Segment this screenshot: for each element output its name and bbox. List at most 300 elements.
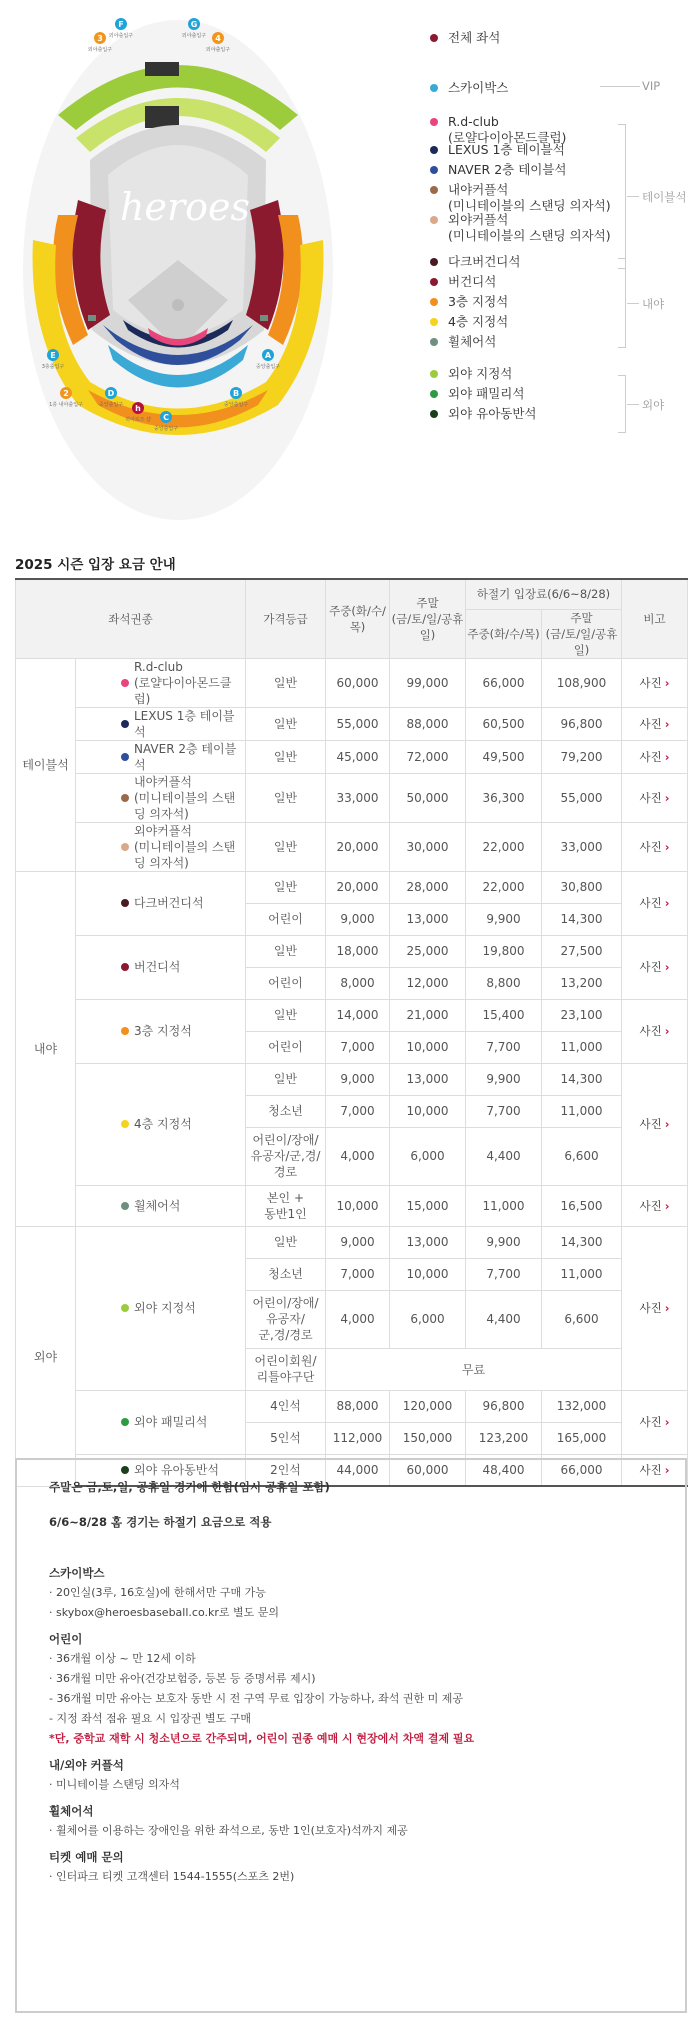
chevron-right-icon: › xyxy=(664,960,670,974)
legend-color-dot xyxy=(430,410,438,418)
legend-label: 4층 지정석 xyxy=(448,314,509,329)
summer-weekend-price: 6,600 xyxy=(542,1290,622,1348)
table-row xyxy=(16,999,688,1031)
gate-label: 외야출입구 xyxy=(205,47,231,53)
summer-weekend-price: 33,000 xyxy=(542,822,622,871)
summer-weekend-price: 23,100 xyxy=(542,999,622,1031)
seat-color-dot xyxy=(121,843,129,851)
weekday-price: 9,000 xyxy=(326,1226,390,1258)
seat-name: 외야 지정석 xyxy=(134,1301,196,1315)
summer-weekend-price: 16,500 xyxy=(542,1185,622,1226)
note-child-2: · 36개월 미만 유아(건강보험증, 등본 등 증명서류 제시) xyxy=(49,1672,316,1685)
note-skybox-1: · 20인실(3루, 16호실)에 한해서만 구매 가능 xyxy=(49,1586,266,1599)
weekday-price: 8,000 xyxy=(326,967,390,999)
grade-cell: 청소년 xyxy=(246,1095,326,1127)
photo-link[interactable] xyxy=(622,1063,688,1185)
photo-label: 사진 xyxy=(639,1198,662,1213)
seat-name-cell xyxy=(76,658,246,707)
gate-id: E xyxy=(50,351,56,360)
table-row xyxy=(16,1390,688,1422)
weekday-price: 14,000 xyxy=(326,999,390,1031)
gate-label: 외야출입구 xyxy=(181,33,207,39)
grade-cell: 일반 xyxy=(246,935,326,967)
grade-cell: 어린이 xyxy=(246,903,326,935)
seat-color-dot xyxy=(121,1202,129,1210)
grade-cell: 어린이회원/ 리틀야구단 xyxy=(246,1348,326,1390)
table-row xyxy=(16,1063,688,1095)
legend-label: 외야커플석 (미니테이블의 스탠딩 의자석) xyxy=(448,212,611,243)
header-weekend: 주말 (금/토/일/공휴일) xyxy=(390,579,466,658)
seat-name: 4층 지정석 xyxy=(134,1117,192,1131)
legend-color-dot xyxy=(430,118,438,126)
summer-weekday-price: 7,700 xyxy=(466,1258,542,1290)
seat-name: 외야 유아동반석 xyxy=(134,1462,219,1477)
summer-weekend-price: 132,000 xyxy=(542,1390,622,1422)
gate-label: 중앙출입구 xyxy=(98,402,124,408)
legend-item xyxy=(430,254,648,270)
weekday-price: 45,000 xyxy=(326,740,390,773)
chevron-right-icon: › xyxy=(664,675,670,690)
grade-cell: 2인석 xyxy=(246,1454,326,1486)
weekday-price: 9,000 xyxy=(326,903,390,935)
zone-cell: 내야 xyxy=(16,871,76,1226)
gate-label: 외야출입구 xyxy=(87,47,113,53)
weekday-price: 88,000 xyxy=(326,1390,390,1422)
photo-link[interactable] xyxy=(622,935,688,999)
gate-label: 중앙출입구 xyxy=(255,364,281,370)
gate-id: C xyxy=(163,413,169,422)
grade-cell: 일반 xyxy=(246,740,326,773)
weekend-price: 10,000 xyxy=(390,1031,466,1063)
legend-color-dot xyxy=(430,258,438,266)
note-ticket-1: · 인터파크 티켓 고객센터 1544-1555(스포츠 2번) xyxy=(49,1870,295,1883)
note-child-3: - 36개월 미만 유아는 보호자 동반 시 전 구역 무료 입장이 가능하나, 좌석 권한 미 제공 xyxy=(49,1692,463,1705)
gate-id: A xyxy=(264,351,272,360)
summer-weekend-price: 14,300 xyxy=(542,1226,622,1258)
note-skybox-title: 스카이박스 xyxy=(49,1566,105,1580)
price-table xyxy=(15,578,688,1487)
photo-link[interactable] xyxy=(622,999,688,1063)
table-row xyxy=(16,822,688,871)
weekend-price: 88,000 xyxy=(390,707,466,740)
note-child-4: - 지정 좌석 점유 필요 시 입장권 별도 구매 xyxy=(49,1712,251,1725)
weekend-price: 6,000 xyxy=(390,1127,466,1185)
seat-name-cell xyxy=(76,871,246,935)
table-row xyxy=(16,1185,688,1226)
photo-link[interactable] xyxy=(622,740,688,773)
seat-color-dot xyxy=(121,794,129,802)
legend-item xyxy=(430,406,648,422)
photo-link[interactable] xyxy=(622,822,688,871)
chevron-right-icon: › xyxy=(664,1117,670,1131)
photo-label: 사진 xyxy=(639,960,662,974)
table-group-label: 테이블석 xyxy=(642,190,687,204)
seat-name-cell xyxy=(76,935,246,999)
photo-link[interactable] xyxy=(622,1226,688,1390)
gate-id: D xyxy=(107,389,115,398)
legend-color-dot xyxy=(430,84,438,92)
wheelchair-section[interactable] xyxy=(88,315,96,321)
legend-item xyxy=(430,142,648,158)
seat-color-dot xyxy=(121,1027,129,1035)
legend-label: R.d-club (로얄다이아몬드클럽) xyxy=(448,114,567,145)
zone-cell: 테이블석 xyxy=(16,658,76,871)
legend-item xyxy=(430,386,648,402)
summer-weekday-price: 4,400 xyxy=(466,1127,542,1185)
grade-cell: 어린이 xyxy=(246,1031,326,1063)
weekday-price: 4,000 xyxy=(326,1127,390,1185)
seat-color-dot xyxy=(121,1120,129,1128)
summer-weekend-price: 11,000 xyxy=(542,1031,622,1063)
note-skybox-2: · skybox@heroesbaseball.co.kr로 별도 문의 xyxy=(49,1606,279,1619)
header-summer-weekend: 주말 (금/토/일/공휴일) xyxy=(542,609,622,658)
gate-label: 히어로즈 샵 xyxy=(125,417,151,423)
outfield-group-label: 외야 xyxy=(642,398,665,412)
gate-id: 2 xyxy=(63,389,69,398)
legend-label: NAVER 2층 테이블석 xyxy=(448,162,567,177)
chevron-right-icon: › xyxy=(664,896,670,910)
note-ticket-title: 티켓 예매 문의 xyxy=(49,1850,124,1864)
seat-color-dot xyxy=(121,720,129,728)
seat-color-dot xyxy=(121,963,129,971)
seat-name-cell xyxy=(76,999,246,1063)
summer-weekday-price: 7,700 xyxy=(466,1095,542,1127)
chevron-right-icon: › xyxy=(664,790,670,805)
chevron-right-icon: › xyxy=(664,1415,670,1429)
seat-color-dot xyxy=(121,679,129,687)
weekday-price: 20,000 xyxy=(326,822,390,871)
legend-label: 전체 좌석 xyxy=(448,30,501,45)
seat-name: 외야 패밀리석 xyxy=(134,1415,208,1429)
weekend-price: 60,000 xyxy=(390,1454,466,1486)
header-summer-weekday: 주중(화/수/목) xyxy=(466,609,542,658)
chevron-right-icon: › xyxy=(664,1462,670,1477)
grade-cell: 어린이/장애/ 유공자/ 군,경/경로 xyxy=(246,1290,326,1348)
summer-weekend-price: 6,600 xyxy=(542,1127,622,1185)
table-row xyxy=(16,1226,688,1258)
legend-color-dot xyxy=(430,390,438,398)
summer-weekday-price: 66,000 xyxy=(466,658,542,707)
photo-label: 사진 xyxy=(639,1024,662,1038)
photo-label: 사진 xyxy=(639,839,662,854)
photo-label: 사진 xyxy=(639,1462,662,1477)
summer-weekend-price: 11,000 xyxy=(542,1095,622,1127)
summer-weekend-price: 108,900 xyxy=(542,658,622,707)
table-row xyxy=(16,773,688,822)
seat-name-cell xyxy=(76,707,246,740)
grade-cell: 4인석 xyxy=(246,1390,326,1422)
summer-weekday-price: 123,200 xyxy=(466,1422,542,1454)
heroes-logo: heroes xyxy=(120,185,250,229)
legend-color-dot xyxy=(430,338,438,346)
gate-id: 4 xyxy=(215,34,221,43)
note-weekend: 주말은 금,토,일, 공휴일 경기에 한함(임시 공휴일 포함) xyxy=(49,1480,330,1494)
legend-label: 3층 지정석 xyxy=(448,294,509,309)
summer-weekday-price: 7,700 xyxy=(466,1031,542,1063)
gate-label: 1층 내야출입구 xyxy=(49,402,83,408)
summer-weekday-price: 19,800 xyxy=(466,935,542,967)
weekend-price: 6,000 xyxy=(390,1290,466,1348)
summer-weekend-price: 30,800 xyxy=(542,871,622,903)
photo-label: 사진 xyxy=(639,1301,662,1315)
legend-item xyxy=(430,80,648,96)
gate-label: 외야출입구 xyxy=(108,33,134,39)
seat-name: LEXUS 1층 테이블석 xyxy=(134,708,235,739)
grade-cell: 어린이 xyxy=(246,967,326,999)
seat-name: 3층 지정석 xyxy=(134,1024,192,1038)
grade-cell: 청소년 xyxy=(246,1258,326,1290)
legend-color-dot xyxy=(430,146,438,154)
photo-link[interactable] xyxy=(622,773,688,822)
table-row xyxy=(16,658,688,707)
legend-item xyxy=(430,366,648,382)
weekend-price: 13,000 xyxy=(390,903,466,935)
infield-group-bracket xyxy=(618,258,626,348)
header-seat-type: 좌석권종 xyxy=(16,579,246,658)
weekday-price: 7,000 xyxy=(326,1258,390,1290)
header-note: 비고 xyxy=(622,579,688,658)
seat-name: 버건디석 xyxy=(134,960,181,974)
infield-group-label: 내야 xyxy=(642,297,665,311)
legend-label: 외야 유아동반석 xyxy=(448,406,537,421)
gate-label: 3층출입구 xyxy=(41,364,65,370)
summer-weekend-price: 27,500 xyxy=(542,935,622,967)
outfield-group-bracket xyxy=(618,375,626,433)
stadium-map-section xyxy=(0,0,700,545)
note-couple-1: · 미니테이블 스탠딩 의자석 xyxy=(49,1778,180,1791)
weekday-price: 9,000 xyxy=(326,1063,390,1095)
weekday-price: 20,000 xyxy=(326,871,390,903)
weekend-price: 28,000 xyxy=(390,871,466,903)
seat-name-cell xyxy=(76,773,246,822)
weekday-price: 60,000 xyxy=(326,658,390,707)
seat-color-dot xyxy=(121,1418,129,1426)
seat-name-cell xyxy=(76,1226,246,1390)
seat-name-cell xyxy=(76,1063,246,1185)
photo-label: 사진 xyxy=(639,1117,662,1131)
summer-weekday-price: 49,500 xyxy=(466,740,542,773)
seat-name-cell xyxy=(76,1185,246,1226)
seat-name-cell xyxy=(76,822,246,871)
gate-label: 중앙출입구 xyxy=(153,426,179,432)
legend-label: 스카이박스 xyxy=(448,80,509,95)
summer-weekday-price: 22,000 xyxy=(466,871,542,903)
seat-legend xyxy=(430,30,700,540)
gate-id: 3 xyxy=(97,34,103,43)
legend-label: 버건디석 xyxy=(448,274,497,289)
grade-cell: 5인석 xyxy=(246,1422,326,1454)
weekend-price: 72,000 xyxy=(390,740,466,773)
scoreboard-lower xyxy=(145,106,179,128)
seat-name-cell xyxy=(76,1390,246,1454)
summer-weekend-price: 79,200 xyxy=(542,740,622,773)
grade-cell: 본인 + 동반1인 xyxy=(246,1185,326,1226)
legend-item xyxy=(430,212,648,244)
legend-label: 내야커플석 (미니테이블의 스탠딩 의자석) xyxy=(448,182,611,213)
summer-weekend-price: 13,200 xyxy=(542,967,622,999)
seat-color-dot xyxy=(121,899,129,907)
note-child-1: · 36개월 이상 ~ 만 12세 이하 xyxy=(49,1652,196,1665)
weekend-price: 13,000 xyxy=(390,1063,466,1095)
photo-label: 사진 xyxy=(639,675,662,690)
legend-label: 외야 패밀리석 xyxy=(448,386,525,401)
summer-weekend-price: 66,000 xyxy=(542,1454,622,1486)
legend-item xyxy=(430,182,648,214)
summer-weekend-price: 14,300 xyxy=(542,903,622,935)
grade-cell: 일반 xyxy=(246,1063,326,1095)
price-table-title: 2025 시즌 입장 요금 안내 xyxy=(15,557,176,573)
legend-item xyxy=(430,274,648,290)
photo-link[interactable] xyxy=(622,1390,688,1454)
photo-label: 사진 xyxy=(639,1415,662,1429)
note-child-5: *단, 중학교 재학 시 청소년으로 간주되며, 어린이 권종 예매 시 현장에서 차액 결제 필요 xyxy=(49,1732,475,1745)
grade-cell: 일반 xyxy=(246,871,326,903)
summer-weekday-price: 15,400 xyxy=(466,999,542,1031)
legend-color-dot xyxy=(430,318,438,326)
gate-id: h xyxy=(135,404,141,413)
weekend-price: 10,000 xyxy=(390,1095,466,1127)
legend-label: 다크버건디석 xyxy=(448,254,521,269)
legend-item xyxy=(430,162,648,178)
legend-color-dot xyxy=(430,278,438,286)
weekend-price: 12,000 xyxy=(390,967,466,999)
seat-name: 다크버건디석 xyxy=(134,896,204,910)
chevron-right-icon: › xyxy=(664,1024,670,1038)
legend-color-dot xyxy=(430,298,438,306)
weekday-price: 33,000 xyxy=(326,773,390,822)
weekend-price: 50,000 xyxy=(390,773,466,822)
photo-label: 사진 xyxy=(639,749,662,764)
grade-cell: 일반 xyxy=(246,773,326,822)
gate-label: 중앙출입구 xyxy=(223,402,249,408)
photo-link[interactable] xyxy=(622,871,688,935)
summer-weekend-price: 96,800 xyxy=(542,707,622,740)
scoreboard-upper xyxy=(145,62,179,76)
seat-name: 외야커플석 (미니테이블의 스탠딩 의자석) xyxy=(134,823,236,870)
weekend-price: 25,000 xyxy=(390,935,466,967)
weekend-price: 15,000 xyxy=(390,1185,466,1226)
weekday-price: 55,000 xyxy=(326,707,390,740)
summer-weekday-price: 60,500 xyxy=(466,707,542,740)
stadium-seat-map[interactable] xyxy=(18,10,348,530)
summer-weekday-price: 4,400 xyxy=(466,1290,542,1348)
weekday-price: 18,000 xyxy=(326,935,390,967)
summer-weekday-price: 9,900 xyxy=(466,1063,542,1095)
summer-weekend-price: 55,000 xyxy=(542,773,622,822)
summer-weekend-price: 11,000 xyxy=(542,1258,622,1290)
legend-color-dot xyxy=(430,166,438,174)
header-grade: 가격등급 xyxy=(246,579,326,658)
table-row xyxy=(16,707,688,740)
seat-color-dot xyxy=(121,1304,129,1312)
weekend-price: 99,000 xyxy=(390,658,466,707)
summer-weekday-price: 96,800 xyxy=(466,1390,542,1422)
table-row xyxy=(16,935,688,967)
grade-cell: 일반 xyxy=(246,822,326,871)
seat-name-cell xyxy=(76,740,246,773)
weekday-price: 4,000 xyxy=(326,1290,390,1348)
legend-item xyxy=(430,334,648,350)
table-row xyxy=(16,740,688,773)
weekday-price: 7,000 xyxy=(326,1095,390,1127)
weekend-price: 120,000 xyxy=(390,1390,466,1422)
weekend-price: 13,000 xyxy=(390,1226,466,1258)
weekday-price: 112,000 xyxy=(326,1422,390,1454)
seat-color-dot xyxy=(121,753,129,761)
summer-weekday-price: 9,900 xyxy=(466,1226,542,1258)
summer-weekday-price: 11,000 xyxy=(466,1185,542,1226)
header-summer: 하절기 입장료(6/6~8/28) xyxy=(466,579,622,609)
weekday-price: 7,000 xyxy=(326,1031,390,1063)
notes-box xyxy=(15,1458,687,2013)
note-couple-title: 내/외야 커플석 xyxy=(49,1758,124,1772)
grade-cell: 일반 xyxy=(246,1226,326,1258)
seat-name: R.d-club (로얄다이아몬드클럽) xyxy=(134,659,232,706)
table-row xyxy=(16,871,688,903)
note-wheel-title: 휠체어석 xyxy=(49,1804,94,1818)
weekend-price: 21,000 xyxy=(390,999,466,1031)
legend-item xyxy=(430,314,648,330)
legend-item xyxy=(430,294,648,310)
note-child-title: 어린이 xyxy=(49,1632,83,1646)
summer-weekday-price: 8,800 xyxy=(466,967,542,999)
legend-color-dot xyxy=(430,370,438,378)
photo-label: 사진 xyxy=(639,716,662,731)
header-weekday: 주중(화/수/목) xyxy=(326,579,390,658)
gate-marker[interactable] xyxy=(109,18,133,39)
grade-cell: 어린이/장애/ 유공자/군,경/ 경로 xyxy=(246,1127,326,1185)
summer-weekend-price: 165,000 xyxy=(542,1422,622,1454)
chevron-right-icon: › xyxy=(664,1301,670,1315)
legend-color-dot xyxy=(430,186,438,194)
photo-link[interactable] xyxy=(622,1185,688,1226)
summer-weekday-price: 9,900 xyxy=(466,903,542,935)
legend-color-dot xyxy=(430,216,438,224)
gate-id: G xyxy=(190,20,198,29)
weekday-price: 10,000 xyxy=(326,1185,390,1226)
chevron-right-icon: › xyxy=(664,716,670,731)
grade-cell: 일반 xyxy=(246,658,326,707)
seat-name: 내야커플석 (미니테이블의 스탠딩 의자석) xyxy=(134,774,236,821)
note-summer: 6/6~8/28 홈 경기는 하절기 요금으로 적용 xyxy=(49,1515,272,1529)
photo-label: 사진 xyxy=(639,896,662,910)
gate-id: F xyxy=(118,20,124,29)
legend-item xyxy=(430,30,648,46)
legend-label: 외야 지정석 xyxy=(448,366,513,381)
weekend-price: 10,000 xyxy=(390,1258,466,1290)
summer-weekday-price: 36,300 xyxy=(466,773,542,822)
legend-label: LEXUS 1층 테이블석 xyxy=(448,142,565,157)
weekday-price: 44,000 xyxy=(326,1454,390,1486)
grade-cell: 일반 xyxy=(246,707,326,740)
summer-weekend-price: 14,300 xyxy=(542,1063,622,1095)
free-cell: 무료 xyxy=(326,1348,622,1390)
legend-color-dot xyxy=(430,34,438,42)
weekend-price: 150,000 xyxy=(390,1422,466,1454)
photo-link[interactable] xyxy=(622,707,688,740)
seat-name: 휠체어석 xyxy=(134,1198,181,1213)
table-group-bracket xyxy=(618,124,626,269)
weekend-price: 30,000 xyxy=(390,822,466,871)
gate-id: B xyxy=(232,389,240,398)
chevron-right-icon: › xyxy=(664,1198,670,1213)
chevron-right-icon: › xyxy=(664,839,670,854)
photo-link[interactable] xyxy=(622,658,688,707)
chevron-right-icon: › xyxy=(664,749,670,764)
photo-label: 사진 xyxy=(639,790,662,805)
zone-cell: 외야 xyxy=(16,1226,76,1486)
summer-weekday-price: 48,400 xyxy=(466,1454,542,1486)
